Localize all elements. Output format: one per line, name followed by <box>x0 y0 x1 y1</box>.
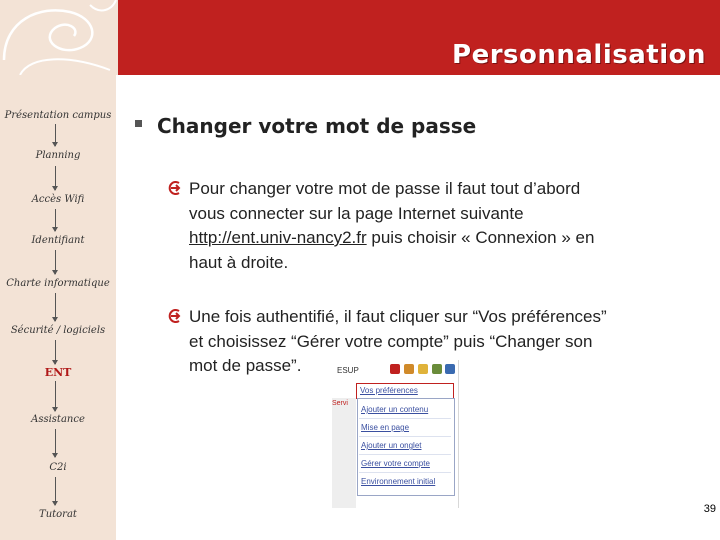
screenshot-background <box>332 398 356 508</box>
globe-icon <box>432 364 442 374</box>
menu-divider <box>359 436 451 437</box>
paragraph-line: et choisissez “Gérer votre compte” puis “Changer son <box>189 331 593 351</box>
menu-item-gerer-compte[interactable]: Gérer votre compte <box>361 459 430 468</box>
paragraph-text: puis choisir « Connexion » en <box>366 228 595 247</box>
menu-item-environnement-initial[interactable]: Environnement initial <box>361 477 436 486</box>
menu-item-ajouter-onglet[interactable]: Ajouter un onglet <box>361 441 422 450</box>
help-icon <box>445 364 455 374</box>
nav-connector <box>55 477 56 505</box>
menu-divider <box>359 454 451 455</box>
esup-logo: ESUP <box>337 366 359 375</box>
menu-divider <box>359 472 451 473</box>
nav-item-c2i[interactable]: C2i <box>49 462 67 473</box>
ent-link[interactable]: http://ent.univ-nancy2.fr <box>189 228 367 247</box>
vos-preferences-link[interactable]: Vos préférences <box>360 386 418 395</box>
nav-item-planning[interactable]: Planning <box>35 150 81 161</box>
menu-divider <box>359 418 451 419</box>
nav-connector <box>55 293 56 321</box>
instruction-paragraph-1 <box>189 177 689 275</box>
paragraph-line: vous connecter sur la page Internet suivante <box>189 203 524 223</box>
menu-item-ajouter-contenu[interactable]: Ajouter un contenu <box>361 405 429 414</box>
paragraph-line: Une fois authentifié, il faut cliquer sur “Vos préférences” <box>189 307 607 326</box>
embedded-screenshot <box>332 360 459 508</box>
nav-item-acces-wifi[interactable]: Accès Wifi <box>31 194 85 205</box>
nav-item-tutorat[interactable]: Tutorat <box>39 509 77 520</box>
paragraph-line: haut à droite. <box>189 252 289 272</box>
folder-icon <box>404 364 414 374</box>
paragraph-line: Pour changer votre mot de passe il faut tout d’abord <box>189 179 581 198</box>
nav-item-presentation-campus[interactable]: Présentation campus <box>4 110 112 121</box>
screenshot-side-text: Servi <box>332 400 348 407</box>
page-number: 39 <box>703 503 716 515</box>
page-title: Personnalisation <box>452 40 706 70</box>
nav-connector <box>55 166 56 190</box>
nav-item-assistance[interactable]: Assistance <box>31 414 85 425</box>
home-icon <box>390 364 400 374</box>
nav-item-securite-logiciels[interactable]: Sécurité / logiciels <box>10 325 106 336</box>
nav-connector <box>55 429 56 457</box>
nav-item-charte-informatique[interactable]: Charte informatique <box>6 278 110 289</box>
nav-connector <box>55 124 56 146</box>
menu-item-mise-en-page[interactable]: Mise en page <box>361 423 410 432</box>
paragraph-line: mot de passe”. <box>189 356 302 375</box>
nav-item-ent[interactable]: ENT <box>44 366 72 379</box>
nav-connector <box>55 340 56 364</box>
nav-connector <box>55 250 56 274</box>
star-icon <box>418 364 428 374</box>
decorative-flourish <box>0 0 118 75</box>
nav-connector <box>55 209 56 231</box>
arrow-bullet-icon <box>167 309 181 323</box>
section-heading: Changer votre mot de passe <box>157 114 477 138</box>
arrow-bullet-icon <box>167 181 181 195</box>
paragraph-line <box>189 226 689 251</box>
nav-item-identifiant[interactable]: Identifiant <box>31 235 85 246</box>
square-bullet-icon <box>135 120 142 127</box>
nav-connector <box>55 381 56 411</box>
